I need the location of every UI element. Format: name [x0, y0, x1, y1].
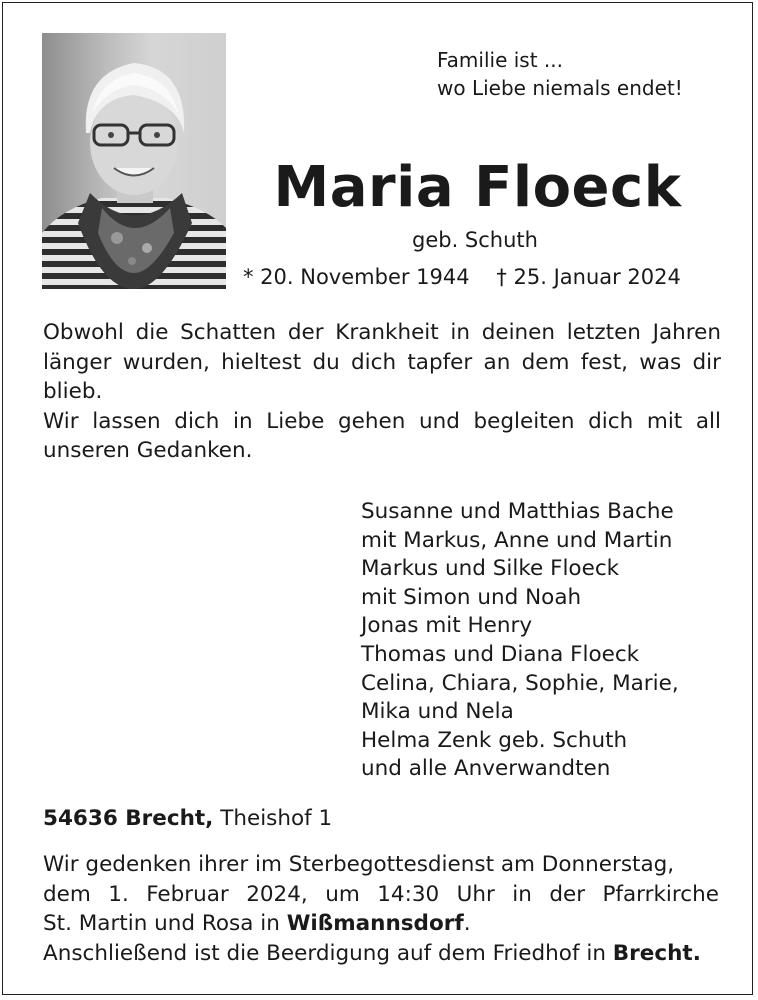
- message-paragraph-2: Wir lassen dich in Liebe gehen und begleiten dich mit all unseren Gedanken.: [43, 408, 721, 463]
- mourner-line: Celina, Chiara, Sophie, Marie,: [361, 670, 679, 696]
- burial-text: Anschließend ist die Beerdigung auf dem Friedhof in: [43, 940, 613, 966]
- mourner-line: Thomas und Diana Floeck: [361, 641, 640, 667]
- service-word: 2024,: [246, 881, 308, 907]
- service-word: um: [325, 881, 360, 907]
- church-village: Wißmannsdorf: [286, 911, 464, 936]
- mourner-line: Susanne und Matthias Bache: [361, 499, 674, 524]
- motto-line-1: Familie ist ...: [437, 48, 563, 72]
- farewell-message: [43, 318, 721, 466]
- deceased-name: Maria Floeck: [273, 155, 682, 220]
- mourners-list: [361, 498, 679, 784]
- message-paragraph-1: Obwohl die Schatten der Krankheit in deinen letzten Jahren länger wurden, hieltest du dich tapfer an dem fest, was dir blieb.: [43, 320, 721, 404]
- mourner-line: und alle Anverwandten: [361, 756, 611, 782]
- mourner-line: Mika und Nela: [361, 699, 514, 725]
- service-word: Pfarrkirche: [602, 881, 719, 907]
- church-text: St. Martin und Rosa in: [43, 911, 287, 936]
- service-line-2: [43, 880, 719, 910]
- mourner-line: Jonas mit Henry: [361, 613, 533, 639]
- motto-quote: [437, 46, 683, 102]
- service-word: 1.: [108, 881, 129, 907]
- service-word: Uhr: [456, 881, 495, 907]
- service-word: dem: [43, 881, 91, 907]
- service-info: [43, 850, 719, 968]
- address-street: Theishof 1: [220, 806, 333, 831]
- mourner-line: mit Simon und Noah: [361, 584, 582, 610]
- life-dates: [243, 262, 681, 292]
- address-place: 54636 Brecht,: [43, 806, 214, 831]
- service-line-1: Wir gedenken ihrer im Sterbegottesdienst am Donnerstag,: [43, 852, 675, 877]
- service-word: Februar: [146, 881, 229, 907]
- burial-place: Brecht.: [612, 940, 701, 966]
- service-word: der: [549, 881, 586, 907]
- family-address: [43, 804, 332, 833]
- portrait-photo: [42, 33, 226, 289]
- mourner-line: mit Markus, Anne und Martin: [361, 527, 673, 553]
- motto-line-2: wo Liebe niemals endet!: [437, 76, 683, 100]
- church-period: .: [463, 911, 471, 936]
- mourner-line: Helma Zenk geb. Schuth: [361, 727, 628, 753]
- service-line-3: [43, 909, 719, 939]
- service-word: in: [512, 881, 532, 907]
- maiden-name: geb. Schuth: [412, 228, 538, 252]
- birth-date: * 20. November 1944: [243, 265, 470, 289]
- mourner-line: Markus und Silke Floeck: [361, 556, 620, 582]
- service-word: 14:30: [377, 881, 440, 907]
- death-date: † 25. Januar 2024: [496, 265, 681, 289]
- service-line-4: [43, 939, 719, 969]
